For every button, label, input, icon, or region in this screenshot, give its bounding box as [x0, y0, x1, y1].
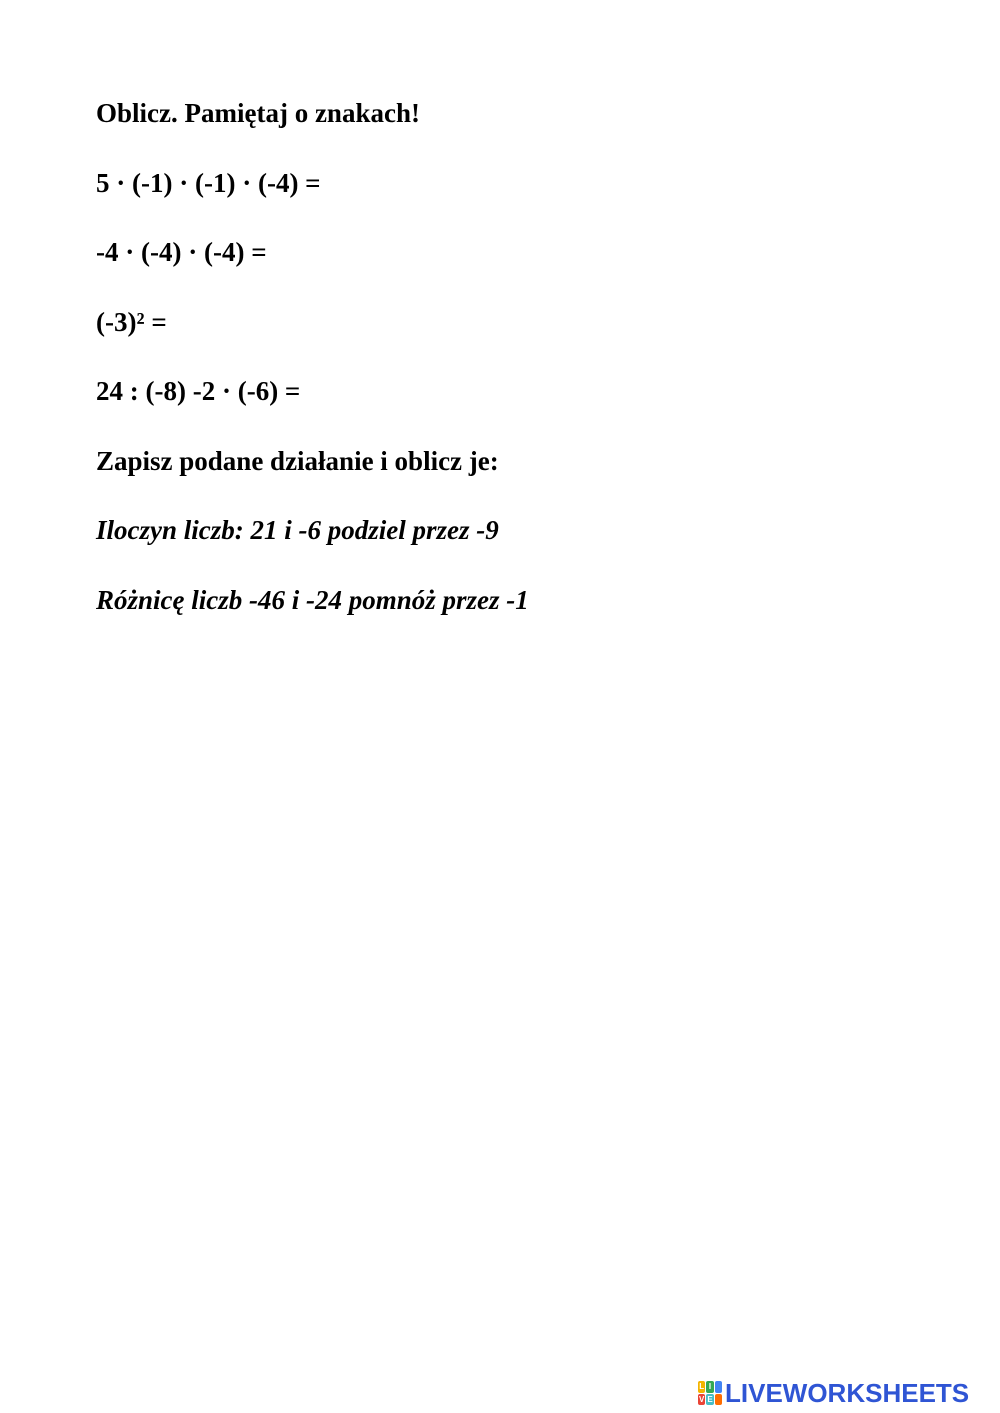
- exercise-3: (-3)² =: [96, 307, 167, 337]
- logo-mark-icon: L I V E: [698, 1381, 722, 1405]
- word-task-1: Iloczyn liczb: 21 i -6 podziel przez -9: [96, 515, 499, 545]
- instruction-heading: Oblicz. Pamiętaj o znakach!: [96, 98, 420, 128]
- instruction-heading-2: Zapisz podane działanie i oblicz je:: [96, 446, 499, 476]
- word-task-2: Różnicę liczb -46 i -24 pomnóż przez -1: [96, 585, 529, 615]
- logo-text: LIVEWORKSHEETS: [725, 1377, 970, 1408]
- exercise-2: -4 · (-4) · (-4) =: [96, 237, 267, 267]
- exercise-4: 24 : (-8) -2 · (-6) =: [96, 376, 301, 406]
- liveworksheets-logo: [698, 1378, 969, 1408]
- exercise-1: 5 · (-1) · (-1) · (-4) =: [96, 168, 321, 198]
